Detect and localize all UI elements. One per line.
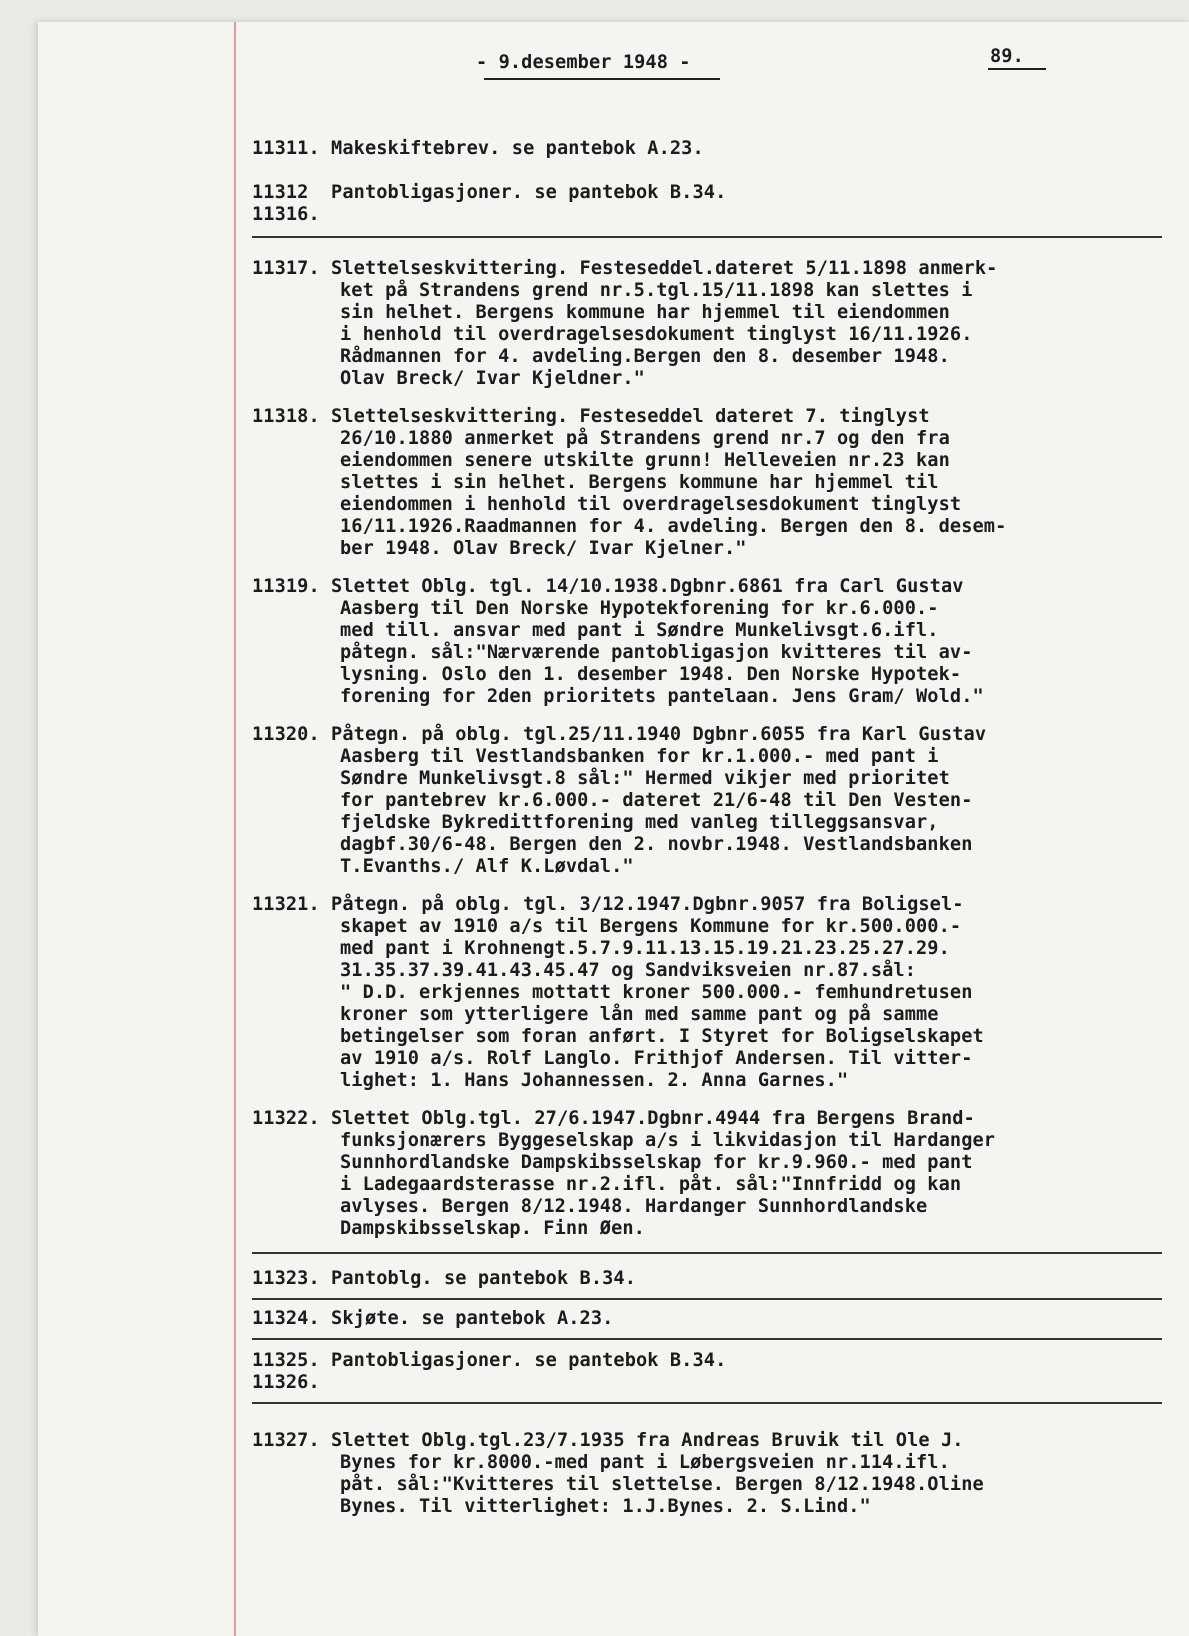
entry-line: Rådmannen for 4. avdeling.Bergen den 8. desember 1948. (340, 346, 950, 367)
ledger-entry (252, 138, 1162, 160)
ledger-entry (252, 182, 1162, 226)
entry-line: Bynes. Til vitterlighet: 1.J.Bynes. 2. S.Lind." (340, 1496, 871, 1517)
entry-line: eiendommen i henhold til overdragelsesdokument tinglyst (340, 494, 962, 515)
ledger-entry (252, 1268, 1162, 1290)
date-underline (484, 78, 720, 80)
entry-line: 26/10.1880 anmerket på Strandens grend nr.7 og den fra (340, 428, 950, 449)
entry-line: ber 1948. Olav Breck/ Ivar Kjelner." (340, 538, 747, 559)
margin-line (234, 22, 236, 1636)
entry-line: med pant i Krohnengt.5.7.9.11.13.15.19.21.23.25.27.29. (340, 938, 950, 959)
entry-line: lighet: 1. Hans Johannessen. 2. Anna Garnes." (340, 1070, 849, 1091)
entry-line: eiendommen senere utskilte grunn! Helleveien nr.23 kan (340, 450, 950, 471)
entry-line: betingelser som foran anført. I Styret for Boligselskapet (340, 1026, 984, 1047)
entry-line: Olav Breck/ Ivar Kjeldner." (340, 368, 645, 389)
entry-line: Søndre Munkelivsgt.8 sål:" Hermed vikjer med prioritet (340, 768, 950, 789)
entry-line: avlyses. Bergen 8/12.1948. Hardanger Sunnhordlandske (340, 1196, 928, 1217)
entry-separator (252, 1252, 1162, 1254)
page-header (252, 40, 1162, 76)
ledger-entry (252, 1430, 1162, 1518)
entry-line: i henhold til overdragelsesdokument tinglyst 16/11.1926. (340, 324, 973, 345)
entry-line: 11311. Makeskiftebrev. se pantebok A.23. (252, 138, 704, 159)
entry-line: dagbf.30/6-48. Bergen den 2. novbr.1948. Vestlandsbanken (340, 834, 973, 855)
entry-line: 11324. Skjøte. se pantebok A.23. (252, 1308, 614, 1329)
ledger-entry (252, 1308, 1162, 1330)
entry-line: T.Evanths./ Alf K.Løvdal." (340, 856, 634, 877)
entry-line: 11325. Pantobligasjoner. se pantebok B.34. (252, 1350, 727, 1371)
ledger-entry (252, 1108, 1162, 1240)
entry-line: 11319. Slettet Oblg. tgl. 14/10.1938.Dgbnr.6861 fra Carl Gustav (252, 576, 964, 597)
ledger-entry (252, 724, 1162, 878)
entry-line: 11318. Slettelseskvittering. Festeseddel dateret 7. tinglyst (252, 406, 930, 427)
page-date: - 9.desember 1948 - (476, 52, 691, 73)
entry-separator (252, 1338, 1162, 1340)
entry-line: av 1910 a/s. Rolf Langlo. Frithjof Andersen. Til vitter- (340, 1048, 973, 1069)
entry-line: Sunnhordlandske Dampskibsselskap for kr.9.960.- med pant (340, 1152, 973, 1173)
page-number-underline (988, 68, 1046, 70)
ledger-entry (252, 576, 1162, 708)
entry-line: slettes i sin helhet. Bergens kommune har hjemmel til (340, 472, 939, 493)
entry-line: Aasberg til Den Norske Hypotekforening for kr.6.000.- (340, 598, 939, 619)
entry-line: ket på Strandens grend nr.5.tgl.15/11.1898 kan slettes i (340, 280, 973, 301)
entry-line: lysning. Oslo den 1. desember 1948. Den Norske Hypotek- (340, 664, 962, 685)
entry-line: fjeldske Bykredittforening med vanleg tilleggsansvar, (340, 812, 939, 833)
entry-line: 16/11.1926.Raadmannen for 4. avdeling. Bergen den 8. desem- (340, 516, 1007, 537)
entry-line: Aasberg til Vestlandsbanken for kr.1.000.- med pant i (340, 746, 939, 767)
ledger-text (252, 40, 1162, 1518)
entry-separator (252, 1298, 1162, 1300)
entry-line: funksjonærers Byggeselskap a/s i likvidasjon til Hardanger (340, 1130, 996, 1151)
entry-line: " D.D. erkjennes mottatt kroner 500.000.- femhundretusen (340, 982, 973, 1003)
entry-line: 11326. (252, 1372, 320, 1393)
entry-line: skapet av 1910 a/s til Bergens Kommune for kr.500.000.- (340, 916, 962, 937)
ledger-entry (252, 894, 1162, 1092)
entry-line: Dampskibsselskap. Finn Øen. (340, 1218, 645, 1239)
entry-line: 11327. Slettet Oblg.tgl.23/7.1935 fra Andreas Bruvik til Ole J. (252, 1430, 964, 1451)
entry-line: kroner som ytterligere lån med samme pant og på samme (340, 1004, 939, 1025)
entry-line: sin helhet. Bergens kommune har hjemmel til eiendommen (340, 302, 950, 323)
entry-line: 11323. Pantoblg. se pantebok B.34. (252, 1268, 637, 1289)
entry-line: påtegn. sål:"Nærværende pantobligasjon kvitteres til av- (340, 642, 973, 663)
entry-line: med till. ansvar med pant i Søndre Munkelivsgt.6.ifl. (340, 620, 939, 641)
ledger-entry (252, 258, 1162, 390)
entry-line: Bynes for kr.8000.-med pant i Løbergsveien nr.114.ifl. (340, 1452, 950, 1473)
entry-line: 11317. Slettelseskvittering. Festeseddel.dateret 5/11.1898 anmerk- (252, 258, 998, 279)
entry-line: 11312 Pantobligasjoner. se pantebok B.34. (252, 182, 727, 203)
ledger-entry (252, 1350, 1162, 1394)
entry-line: 11320. Påtegn. på oblg. tgl.25/11.1940 Dgbnr.6055 fra Karl Gustav (252, 724, 987, 745)
entry-line: i Ladegaardsterasse nr.2.ifl. påt. sål:"Innfridd og kan (340, 1174, 962, 1195)
entry-line: for pantebrev kr.6.000.- dateret 21/6-48 til Den Vesten- (340, 790, 973, 811)
entry-line: 11316. (252, 204, 320, 225)
entry-separator (252, 236, 1162, 238)
entry-separator (252, 1402, 1162, 1404)
ledger-entry (252, 406, 1162, 560)
page-number: 89. (990, 46, 1024, 67)
entry-line: forening for 2den prioritets pantelaan. Jens Gram/ Wold." (340, 686, 984, 707)
entry-line: 31.35.37.39.41.43.45.47 og Sandviksveien nr.87.sål: (340, 960, 917, 981)
entry-line: 11321. Påtegn. på oblg. tgl. 3/12.1947.Dgbnr.9057 fra Boligsel- (252, 894, 964, 915)
entry-line: påt. sål:"Kvitteres til slettelse. Bergen 8/12.1948.Oline (340, 1474, 984, 1495)
entry-line: 11322. Slettet Oblg.tgl. 27/6.1947.Dgbnr.4944 fra Bergens Brand- (252, 1108, 975, 1129)
